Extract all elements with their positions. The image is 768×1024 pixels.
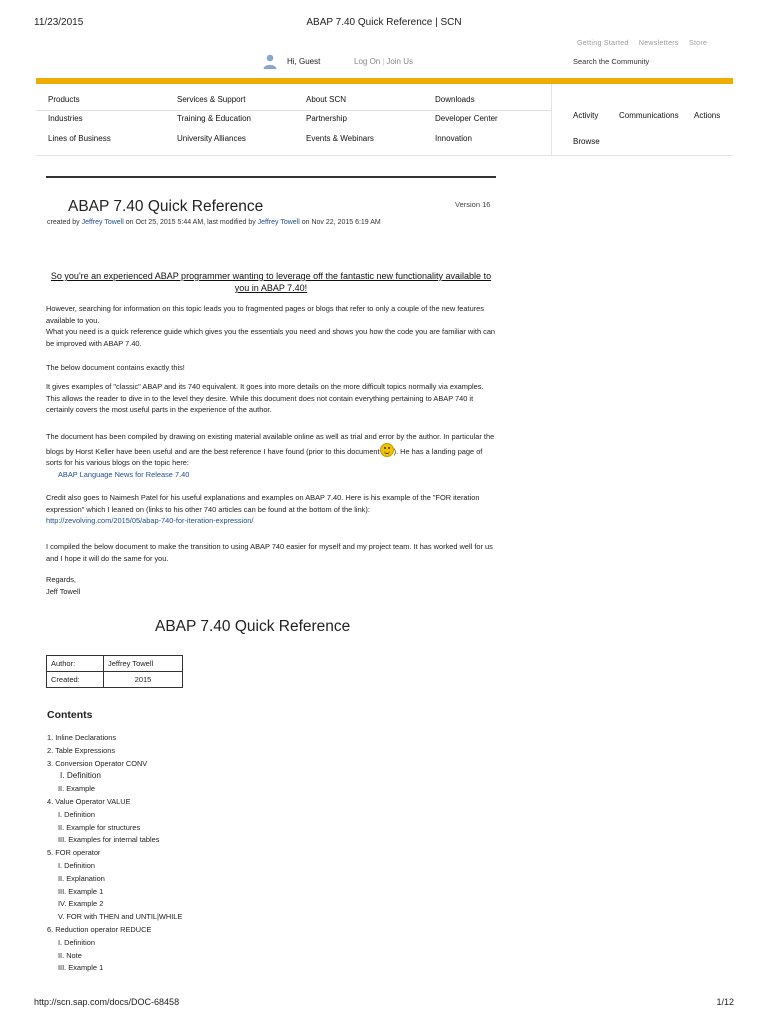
login-links: Log On | Join Us: [354, 57, 414, 66]
nav-actions[interactable]: Actions: [694, 111, 721, 120]
toc-item[interactable]: II. Example: [58, 784, 95, 794]
nav-industries[interactable]: Industries: [48, 114, 83, 123]
paragraph-1: [46, 303, 498, 349]
intro-heading: So you're an experienced ABAP programmer wanting to leverage off the fantastic new functionality available to you in ABAP 7.40!: [50, 271, 492, 293]
table-row: [47, 672, 183, 688]
regards: [46, 574, 498, 597]
table-cell-value: 2015: [104, 672, 183, 688]
nav-services-support[interactable]: Services & Support: [177, 95, 246, 104]
toc-item[interactable]: IV. Example 2: [58, 899, 104, 909]
signature: Jeff Towell: [46, 586, 81, 596]
toc-item[interactable]: III. Examples for internal tables: [58, 835, 160, 845]
nav-browse[interactable]: Browse: [573, 137, 600, 146]
nav-activity[interactable]: Activity: [573, 111, 599, 120]
meta-created-date: on Oct 25, 2015 5:44 AM, last modified by: [123, 219, 258, 226]
author-link[interactable]: Jeffrey Towell: [81, 219, 124, 226]
nav-university-alliances[interactable]: University Alliances: [177, 134, 246, 143]
nav-partnership[interactable]: Partnership: [306, 114, 347, 123]
modifier-link[interactable]: Jeffrey Towell: [257, 219, 300, 226]
toc-item[interactable]: II. Example for structures: [58, 822, 141, 832]
document-info-table: [46, 655, 183, 688]
nav-lines-of-business[interactable]: Lines of Business: [48, 134, 111, 143]
section-heading: ABAP 7.40 Quick Reference: [155, 618, 351, 635]
paragraph-1a: However, searching for information on this topic leads you to fragmented pages or blogs that refer to only a couple of the new features available to you.: [46, 304, 484, 325]
print-footer-url: http://scn.sap.com/docs/DOC-68458: [34, 997, 180, 1007]
document-version[interactable]: Version 16: [455, 200, 491, 209]
regards-text: Regards,: [46, 575, 76, 584]
paragraph-5-text: Credit also goes to Naimesh Patel for his useful explanations and examples on ABAP 7.40. Here is his example of the "FOR iteration expression" which I leaned on (links to his other 740 articles can be found at the bottom of the link):: [46, 493, 480, 514]
paragraph-6: I compiled the below document to make the transition to using ABAP 740 easier for myself and my project team. It has worked well for us and I hope it will do the same for you.: [46, 542, 493, 563]
table-row: [47, 656, 183, 672]
toc-item[interactable]: 2. Table Expressions: [47, 745, 116, 755]
toc-item[interactable]: 4. Value Operator VALUE: [47, 796, 131, 806]
zevolving-link[interactable]: http://zevolving.com/2015/05/abap-740-for-iteration-expression/: [46, 516, 254, 525]
table-of-contents: [47, 732, 182, 975]
print-date: 11/23/2015: [34, 17, 84, 28]
document-title: ABAP 7.40 Quick Reference: [68, 198, 264, 215]
getting-started-link[interactable]: Getting Started: [577, 40, 629, 47]
toc-item[interactable]: I. Definition: [58, 860, 95, 870]
meta-modified-date: on Nov 22, 2015 6:19 AM: [299, 219, 381, 226]
nav-innovation[interactable]: Innovation: [435, 134, 472, 143]
log-on-link[interactable]: Log On: [354, 57, 381, 66]
toc-item[interactable]: II. Note: [58, 950, 82, 960]
nav-communications[interactable]: Communications: [619, 111, 679, 120]
toc-item[interactable]: I. Definition: [60, 771, 101, 781]
paragraph-3: It gives examples of "classic" ABAP and its 740 equivalent. It goes into more details on the more difficult topics normally via examples. This allows the reader to dive in to the level they desire. While this document does not contain everything pertaining to ABAP 740 it certainly covers the most useful parts in the experience of the author.: [46, 382, 484, 414]
toc-item[interactable]: III. Example 1: [58, 886, 104, 896]
nav-divider-bottom: [36, 155, 733, 156]
print-footer-page: 1/12: [716, 997, 734, 1007]
toc-item[interactable]: 5. FOR operator: [47, 848, 101, 858]
paragraph-2: The below document contains exactly this!: [46, 363, 185, 372]
toc-item[interactable]: II. Explanation: [58, 873, 105, 883]
paragraph-4-text: The document has been compiled by drawing on existing material available online as well as trial and error by the author. In particular the blogs by Horst Keller have been useful and are the best reference I have found (prior to this document: [46, 432, 495, 456]
toc-item[interactable]: 1. Inline Declarations: [47, 733, 117, 742]
store-link[interactable]: Store: [688, 40, 708, 47]
document-meta: [47, 219, 381, 226]
nav-downloads[interactable]: Downloads: [435, 95, 475, 104]
nav-divider: [36, 110, 551, 111]
nav-products[interactable]: Products: [48, 95, 80, 104]
nav-training-education[interactable]: Training & Education: [177, 114, 251, 123]
print-page-title: ABAP 7.40 Quick Reference | SCN: [306, 17, 462, 28]
nav-developer-center[interactable]: Developer Center: [435, 114, 498, 123]
brand-accent-bar: [36, 78, 733, 84]
paragraph-5: [46, 492, 498, 527]
table-cell-key: Author:: [47, 656, 104, 672]
paragraph-4-text-b: ). He has a landing page of sorts for his various blogs on the topic here:: [46, 446, 483, 467]
nav-divider-vertical: [551, 84, 552, 155]
toc-item[interactable]: V. FOR with THEN and UNTIL|WHILE: [58, 912, 183, 922]
nav-about-scn[interactable]: About SCN: [306, 95, 347, 104]
greeting: Hi, Guest: [287, 57, 321, 66]
smiley-icon: [380, 443, 394, 457]
paragraph-4: [46, 431, 498, 480]
abap-language-news-link[interactable]: ABAP Language News for Release 7.40: [58, 469, 190, 479]
document-rule: [46, 176, 496, 178]
contents-heading: Contents: [47, 709, 93, 721]
meta-created-label: created by: [47, 219, 80, 226]
toc-item[interactable]: 6. Reduction operator REDUCE: [47, 924, 152, 934]
user-icon: [262, 53, 278, 69]
nav-events-webinars[interactable]: Events & Webinars: [306, 134, 374, 143]
toc-item[interactable]: I. Definition: [58, 809, 95, 819]
paragraph-1b: What you need is a quick reference guide which gives you the essentials you need and shows you how the code you are familiar with can be improved with ABAP 7.40.: [46, 327, 496, 348]
newsletters-link[interactable]: Newsletters: [638, 40, 679, 47]
join-us-link[interactable]: Join Us: [386, 57, 414, 66]
table-cell-value: Jeffrey Towell: [104, 656, 183, 672]
toc-item[interactable]: I. Definition: [58, 937, 95, 947]
table-cell-key: Created:: [47, 672, 104, 688]
toc-item[interactable]: 3. Conversion Operator CONV: [47, 758, 148, 768]
search-community-input[interactable]: Search the Community: [573, 57, 650, 66]
toc-item[interactable]: III. Example 1: [58, 963, 104, 973]
utility-links: [577, 40, 715, 47]
